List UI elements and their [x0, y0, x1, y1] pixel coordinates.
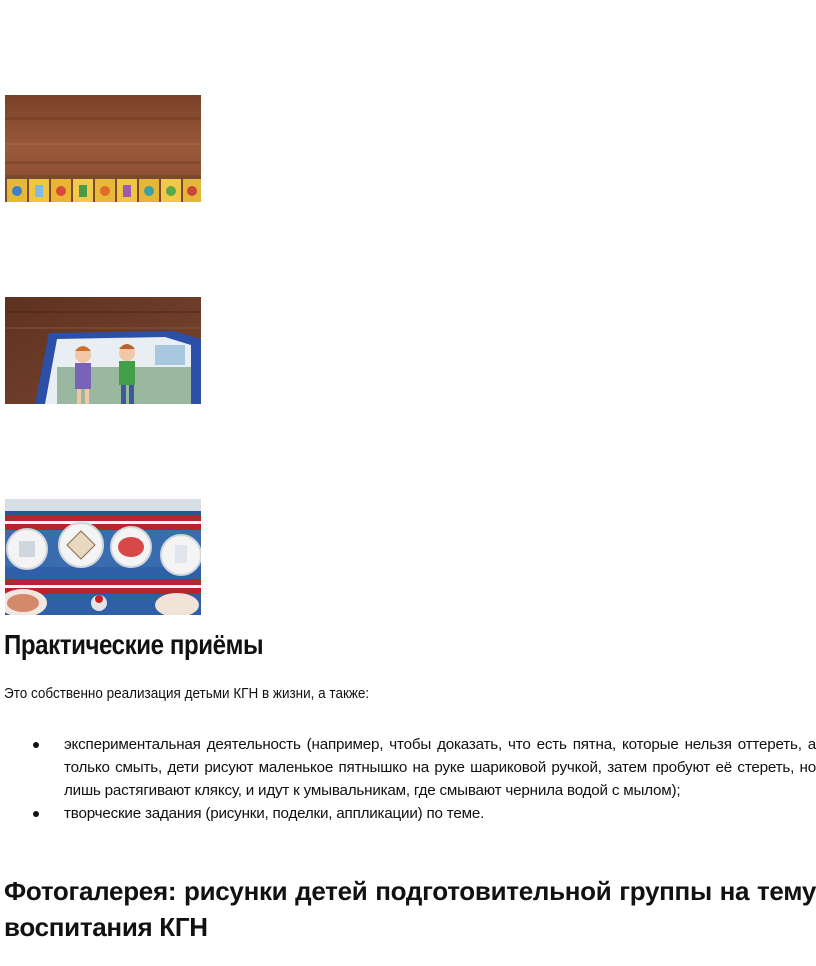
gallery-heading: Фотогалерея: рисунки детей подготовительной группы на тему воспитания КГН [4, 876, 816, 942]
bullet-icon [33, 742, 39, 748]
list-item [30, 802, 816, 825]
photo-wooden-table-with-cards [5, 95, 201, 202]
list-item-text: творческие задания (рисунки, поделки, аппликации) по теме. [64, 805, 485, 822]
section-heading: Практические приёмы [4, 629, 264, 660]
section-intro: Это собственно реализация детьми КГН в жизни, а также: [4, 685, 370, 702]
list-item-text: экспериментальная деятельность (например, чтобы доказать, что есть пятна, которые нельзя оттереть, а только смыть, дети рисуют маленькое пятнышко на руке шариковой ручкой, затем пробуют её стереть, но лишь растягивают кляксу, и идут к умывальникам, где смывают чернила водой с мылом); [64, 736, 816, 799]
bullet-icon [33, 811, 39, 817]
techniques-list [30, 733, 816, 825]
photo-picture-book-children [5, 297, 201, 404]
list-item [30, 733, 816, 802]
photo-game-board-plates [5, 499, 201, 615]
